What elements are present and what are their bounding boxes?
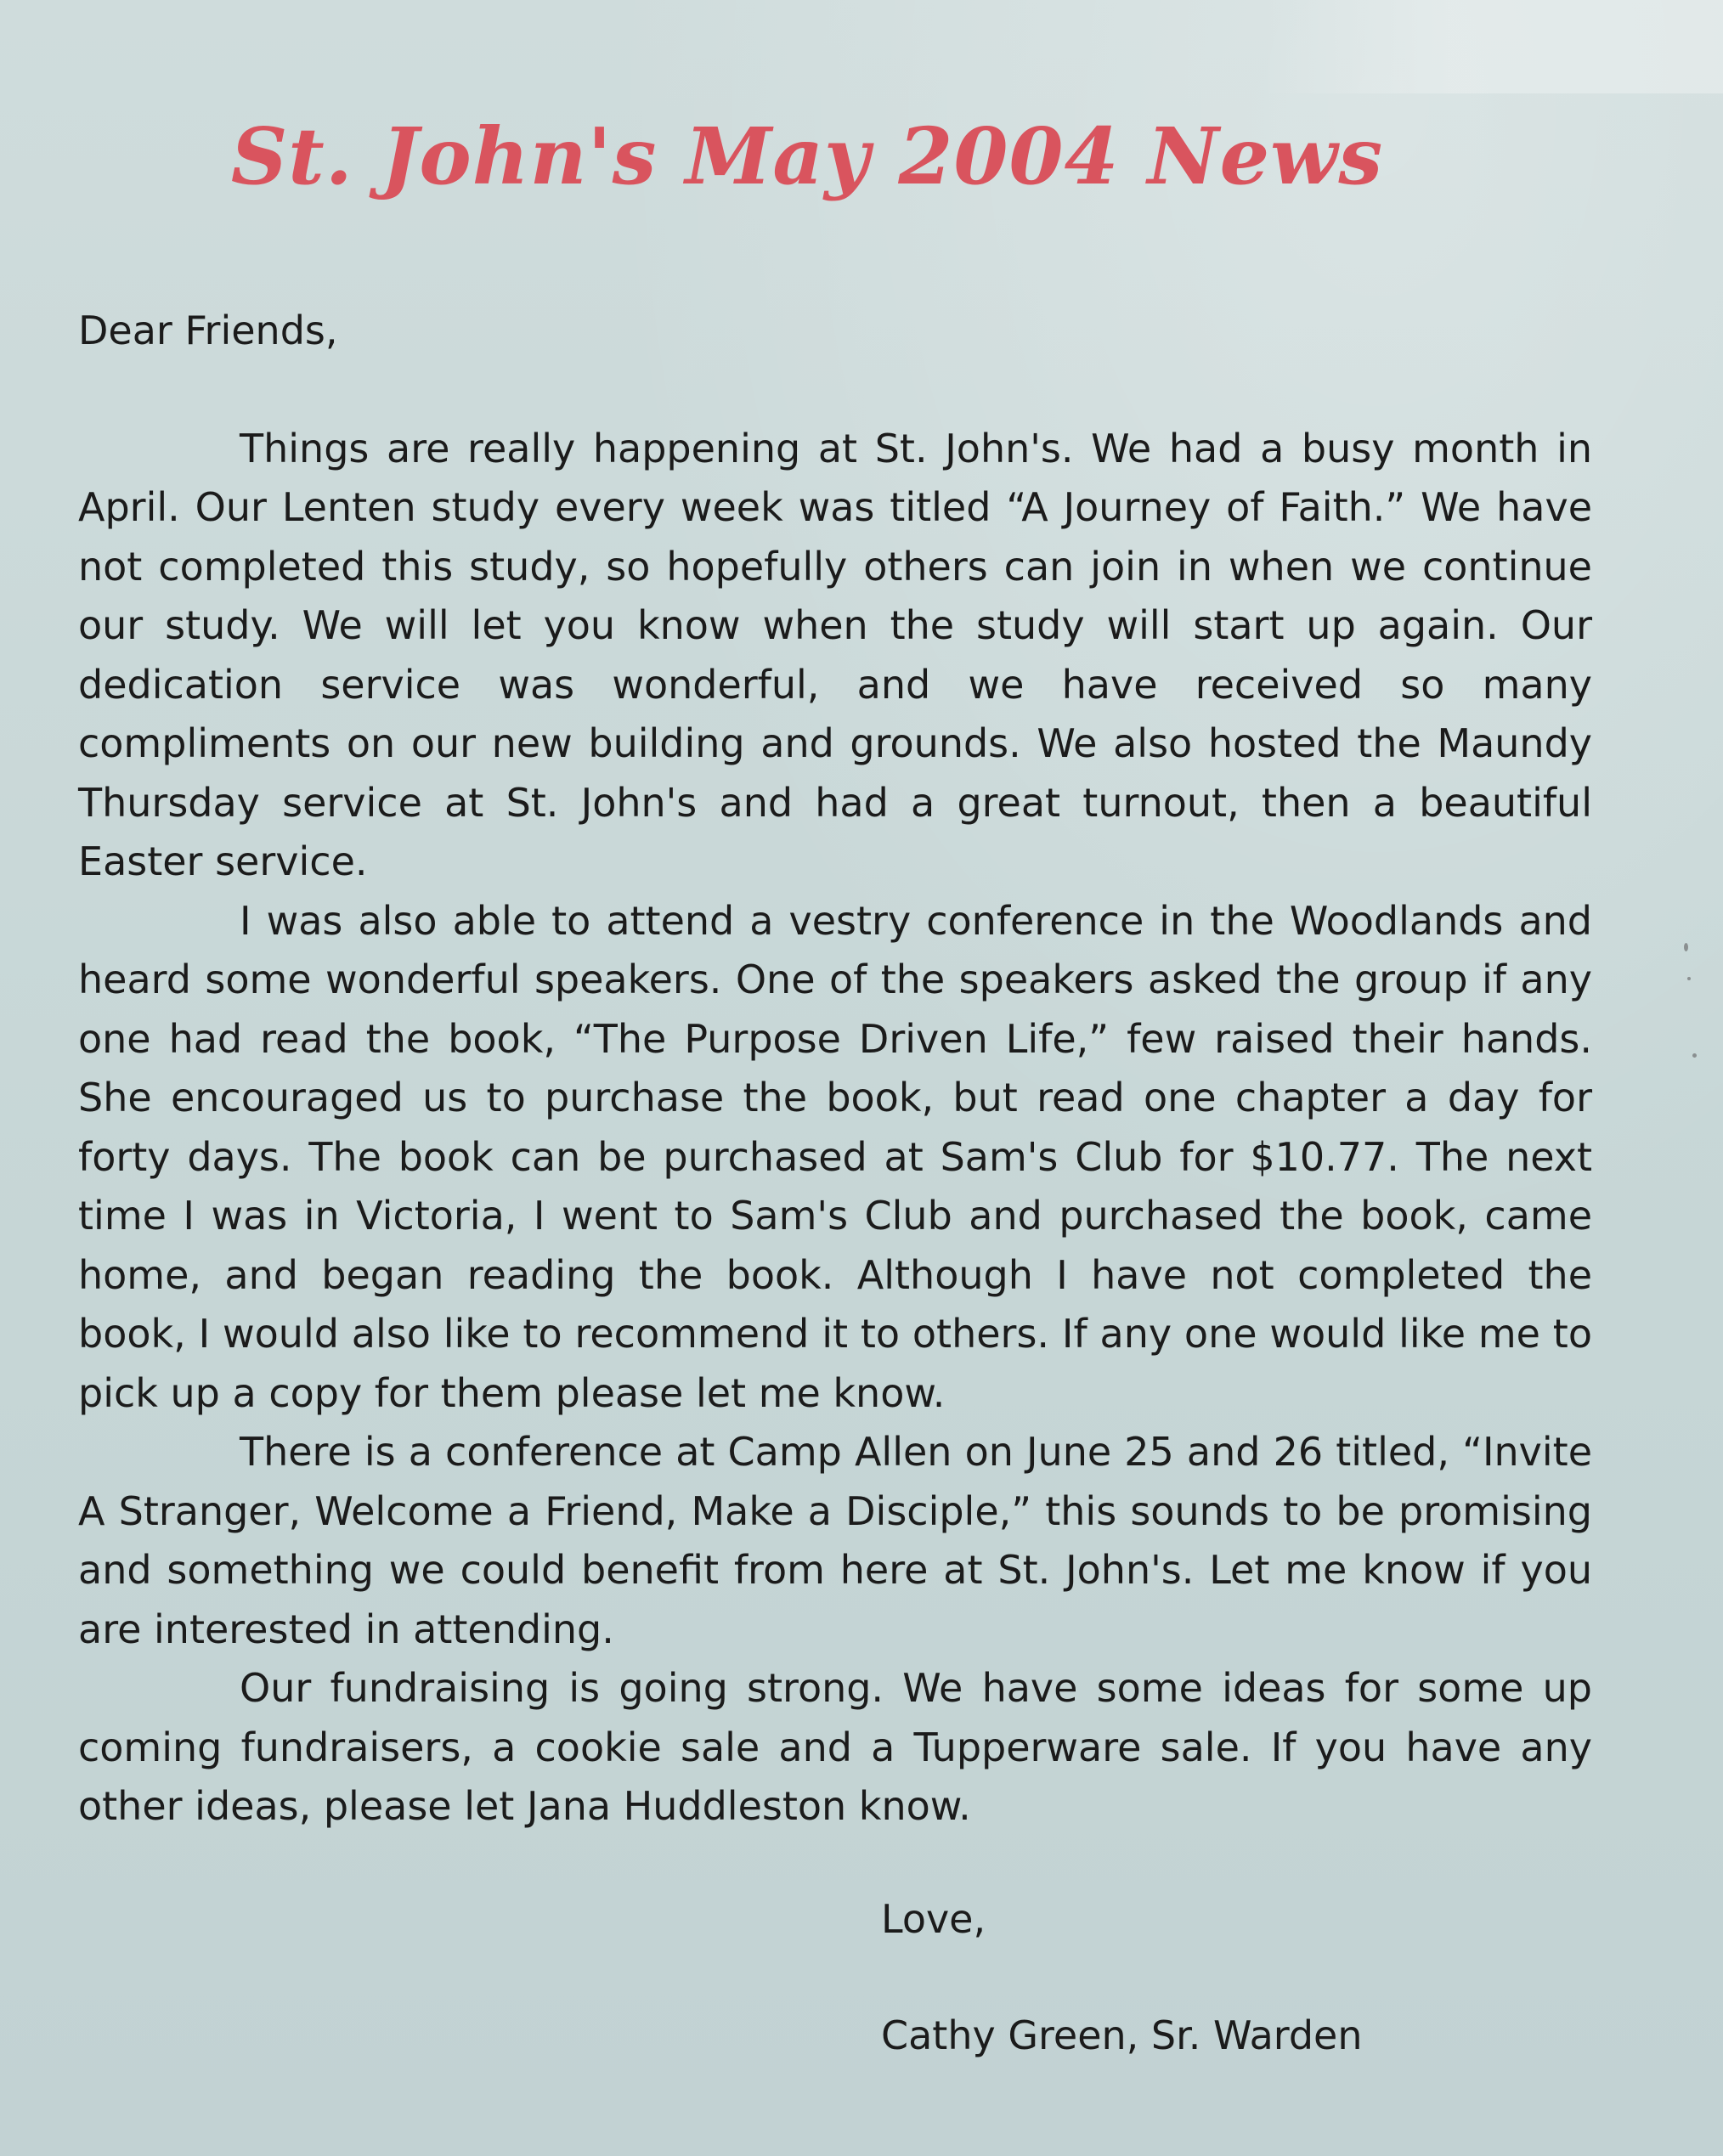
paper-speck [1684, 943, 1688, 951]
paper-shading [1264, 0, 1723, 93]
paper-speck [1687, 977, 1691, 980]
paragraph-vestry-conference: I was also able to attend a vestry conference in the Woodlands and heard some wonderful speakers. One of the speakers asked the group if any one had read the book, “The Purpose Driven Life,” few raised their hands. She encouraged us to purchase the book, but read one chapter a day for forty days. The book can be purchased at Sam's Club for $10.77. The next time I was in Victoria, I went to Sam's Club and purchased the book, came home, and began reading the book. Although I have not completed the book, I would also like to recommend it to others. If any one would like me to pick up a copy for them please let me know. [78, 897, 1592, 1416]
paper-speck [1692, 1053, 1697, 1058]
paragraph-camp-allen: There is a conference at Camp Allen on June 25 and 26 titled, “Invite A Stranger, Welcome a Friend, Make a Disciple,” this sounds to be promising and something we could benefit from here at St. John's. Let me know if you are interested in attending. [78, 1429, 1592, 1652]
newsletter-title: St. John's May 2004 News [230, 110, 1384, 202]
salutation: Dear Friends, [78, 308, 338, 353]
paragraph-fundraising: Our fundraising is going strong. We have some ideas for some up coming fundraisers, a cookie sale and a Tupperware sale. If you have any other ideas, please let Jana Huddleston know. [78, 1665, 1592, 1829]
closing: Love, [881, 1896, 986, 1942]
signature: Cathy Green, Sr. Warden [881, 2012, 1363, 2058]
paragraph-lenten-study: Things are really happening at St. John's. We had a busy month in April. Our Lenten study every week was titled “A Journey of Faith.” We have not completed this study, so hopefully others can join in when we continue our study. We will let you know when the study will start up again. Our dedication service was wonderful, and we have received so many compliments on our new building and grounds. We also hosted the Maundy Thursday service at St. John's and had a great turnout, then a beautiful Easter service. [78, 425, 1592, 884]
letter-body [78, 302, 1592, 1837]
